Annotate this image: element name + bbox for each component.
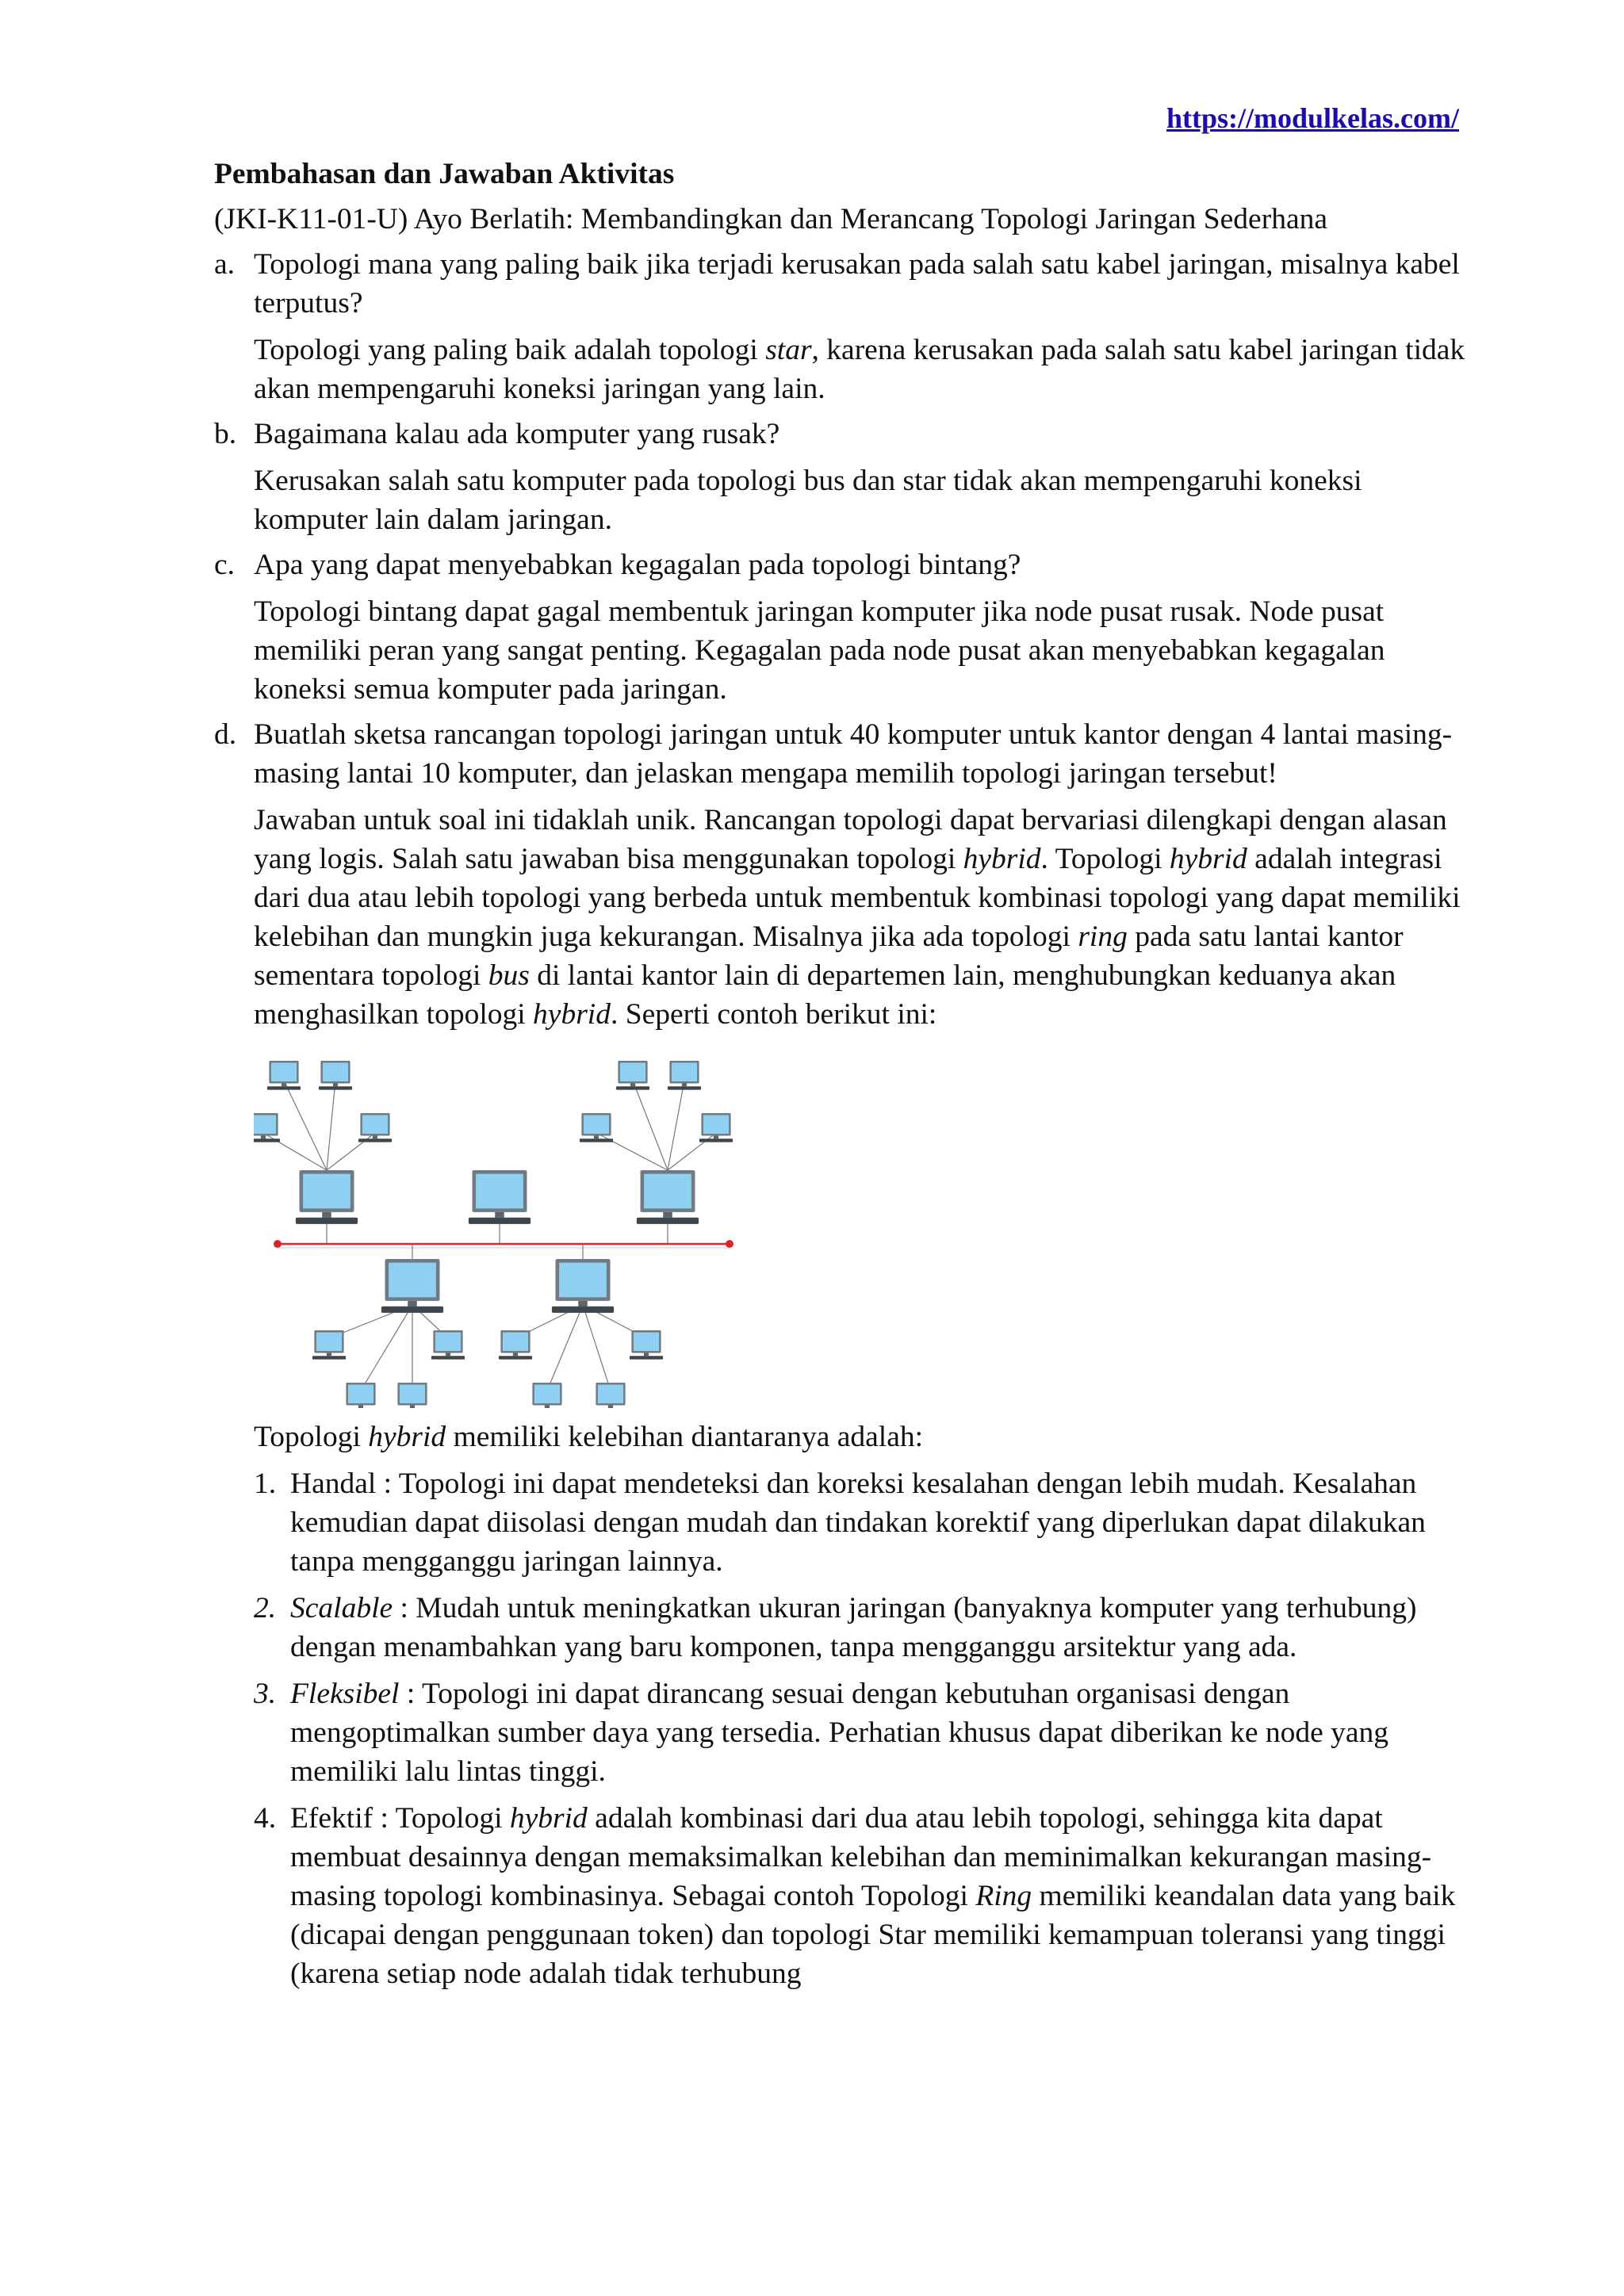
question-text: Bagaimana kalau ada komputer yang rusak? [254, 418, 780, 450]
benefit-number: 1. [254, 1468, 277, 1500]
hub-computer-icon [469, 1170, 530, 1224]
benefit-text: : Mudah untuk meningkatkan ukuran jaringan (banyaknya komputer yang terhubung) dengan menambahkan yang baru komponen, tanpa mengganggu arsitektur yang ada. [290, 1592, 1417, 1663]
qa-item-c [214, 545, 1483, 709]
benefit-text: : Topologi ini dapat dirancang sesuai dengan kebutuhan organisasi dengan mengoptimalkan sumber daya yang tersedia. Perhatian khusus dapat diberikan ke node yang memiliki lalu lintas tinggi. [290, 1678, 1389, 1788]
qa-marker: d. [214, 718, 237, 751]
hub-computer-icon [381, 1259, 443, 1313]
network-link [633, 1081, 668, 1170]
computer-icon [254, 1113, 280, 1142]
computer-icon [699, 1113, 733, 1142]
benefit-term: Fleksibel [290, 1678, 400, 1710]
source-url-link[interactable]: https://modulkelas.com/ [1166, 102, 1459, 134]
answer-text: Kerusakan salah satu komputer pada topologi bus dan star tidak akan mempengaruhi koneksi komputer lain dalam jaringan. [254, 465, 1362, 536]
benefit-item [254, 1674, 1483, 1791]
computer-icon [396, 1383, 429, 1408]
computer-icon [630, 1330, 663, 1360]
benefit-term: Efektif [290, 1802, 373, 1835]
computer-icon [312, 1330, 346, 1360]
hybrid-topology-icon [254, 1051, 761, 1408]
computer-icon [580, 1113, 613, 1142]
network-link [284, 1081, 327, 1170]
section-title: Pembahasan dan Jawaban Aktivitas [214, 158, 675, 190]
computer-icon [431, 1330, 465, 1360]
computer-icon [319, 1061, 352, 1090]
computer-icon [358, 1113, 392, 1142]
benefit-item [254, 1589, 1483, 1667]
hybrid-topology-diagram [254, 1051, 761, 1408]
benefit-text: : Topologi ini dapat mendeteksi dan koreksi kesalahan dengan lebih mudah. Kesalahan kemudian dapat diisolasi dengan mudah dan tindakan korektif yang diperlukan dapat dilakukan tanpa mengganggu jaringan lainnya. [290, 1468, 1426, 1578]
computer-icon [668, 1061, 701, 1090]
benefit-number: 3. [254, 1678, 277, 1710]
benefits-section [254, 1418, 1483, 1993]
answer-text: Jawaban untuk soal ini tidaklah unik. Rancangan topologi dapat bervariasi dilengkapi dengan alasan yang logis. Salah satu jawaban bisa menggunakan topologi hybrid. Topologi hybrid adalah integrasi dari dua atau lebih topologi yang berbeda untuk membentuk kombinasi topologi yang dapat memiliki kelebihan dan mungkin juga kekurangan. Misalnya jika ada topologi ring pada satu lantai kantor sementara topologi bus di lantai kantor lain di departemen lain, menghubungkan keduanya akan menghasilkan topologi hybrid. Seperti contoh berikut ini: [254, 804, 1461, 1031]
network-link [327, 1133, 375, 1170]
network-link [361, 1305, 412, 1391]
answer-text: Topologi bintang dapat gagal membentuk jaringan komputer jika node pusat rusak. Node pusat memiliki peran yang sangat penting. Kegagalan pada node pusat akan menyebabkan kegagalan koneksi semua komputer pada jaringan. [254, 595, 1385, 706]
network-link [668, 1133, 716, 1170]
qa-marker: b. [214, 418, 237, 450]
network-link [668, 1081, 684, 1170]
hub-computer-icon [637, 1170, 699, 1224]
computer-icon [267, 1061, 301, 1090]
qa-item-b [214, 415, 1483, 539]
qa-marker: a. [214, 248, 236, 281]
computer-icon [499, 1330, 532, 1360]
network-link [547, 1305, 583, 1391]
qa-marker: c. [214, 549, 236, 581]
benefit-number: 2. [254, 1592, 277, 1624]
benefit-item: 4. Efektif : Topologi hybrid adalah kombinasi dari dua atau lebih topologi, sehingga kita dapat membuat desainnya dengan memaksimalkan kelebihan dan meminimalkan kekurangan masing-masing topologi kombinasinya. Sebagai contoh Topologi Ring memiliki keandalan data yang baik (dicapai dengan penggunaan token) dan topologi Star memiliki kemampuan toleransi yang tinggi (karena setiap node adalah tidak terhubung [254, 1799, 1483, 1993]
question-text: Apa yang dapat menyebabkan kegagalan pada topologi bintang? [254, 549, 1021, 581]
benefit-item [254, 1464, 1483, 1581]
network-link [263, 1133, 327, 1170]
bus-terminator [726, 1240, 733, 1248]
computer-icon [530, 1383, 564, 1408]
bus-terminator [274, 1240, 282, 1248]
benefit-term: Scalable [290, 1592, 393, 1624]
question-text: Topologi mana yang paling baik jika terjadi kerusakan pada salah satu kabel jaringan, misalnya kabel terputus? [254, 248, 1460, 320]
computer-icon [594, 1383, 627, 1408]
qa-item-a [214, 245, 1483, 408]
question-text: Buatlah sketsa rancangan topologi jaringan untuk 40 komputer untuk kantor dengan 4 lantai masing-masing lantai 10 komputer, dan jelaskan mengapa memilih topologi jaringan tersebut! [254, 718, 1453, 790]
answer-text: Topologi yang paling baik adalah topologi star, karena kerusakan pada salah satu kabel jaringan tidak akan mempengaruhi koneksi jaringan yang lain. [254, 334, 1465, 405]
network-link [596, 1133, 668, 1170]
document-content [214, 155, 1483, 2001]
benefits-intro: Topologi hybrid memiliki kelebihan diantaranya adalah: [254, 1421, 924, 1453]
hub-computer-icon [552, 1259, 614, 1313]
benefit-term: Handal [290, 1468, 377, 1500]
qa-item-d [214, 715, 1483, 1034]
computer-icon [344, 1383, 377, 1408]
activity-subtitle: (JKI-K11-01-U) Ayo Berlatih: Membandingkan dan Merancang Topologi Jaringan Sederhana [214, 203, 1327, 235]
computer-icon [616, 1061, 649, 1090]
hub-computer-icon [296, 1170, 358, 1224]
network-link [327, 1081, 335, 1170]
benefit-number: 4. [254, 1802, 277, 1835]
